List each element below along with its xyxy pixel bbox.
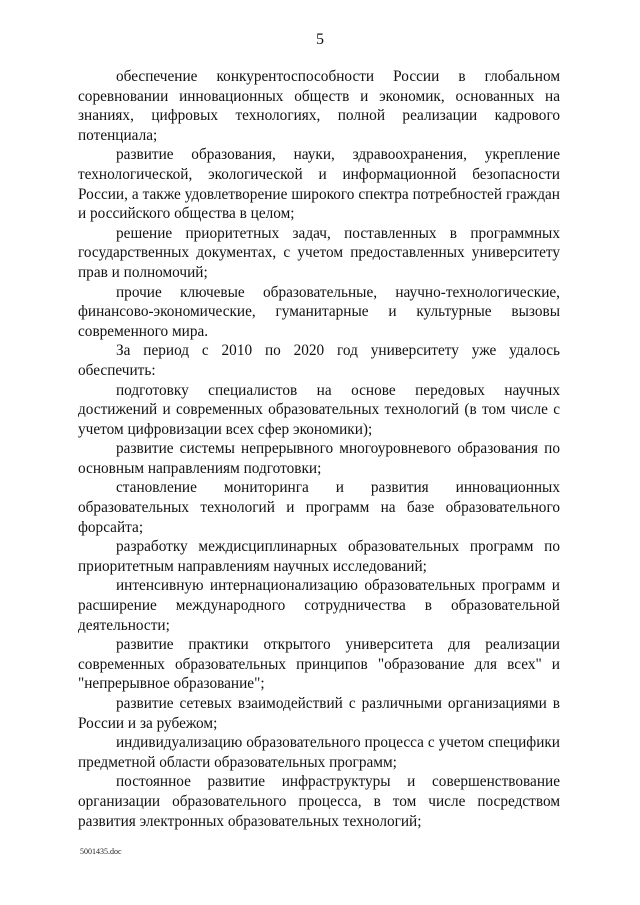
paragraph-competitiveness: обеспечение конкурентоспособности России в глобальном соревновании инновационных обществ и экономик, основанных на знаниях, цифровых технологиях, полной реализации кадрового потенциала; xyxy=(78,68,560,144)
paragraph-internationalization: интенсивную интернационализацию образовательных программ и расширение международного сотрудничества в образовательной деятельности; xyxy=(78,577,560,634)
paragraph-interdisciplinary: разработку междисциплинарных образовательных программ по приоритетным направлениям научных исследований; xyxy=(78,538,560,575)
paragraph-network: развитие сетевых взаимодействий с различными организациями в России и за рубежом; xyxy=(78,695,560,732)
paragraph-continuous-education: развитие системы непрерывного многоуровневого образования по основным направлениям подготовки; xyxy=(78,440,560,477)
paragraph-individualization: индивидуализацию образовательного процесса с учетом специфики предметной области образовательных программ; xyxy=(78,734,560,771)
footer-filename: 5001435.doc xyxy=(80,847,122,856)
paragraph-monitoring: становление мониторинга и развития инновационных образовательных технологий и программ на базе образовательного форсайта; xyxy=(78,479,560,536)
page-number: 5 xyxy=(316,31,324,48)
document-body xyxy=(78,67,560,831)
paragraph-specialist-training: подготовку специалистов на основе передовых научных достижений и современных образовательных технологий (в том числе с учетом цифровизации всех сфер экономики); xyxy=(78,381,560,438)
paragraph-development-education: развитие образования, науки, здравоохранения, укрепление технологической, экологической и информационной безопасности России, а также удовлетворение широкого спектра потребностей граждан и российского общества в целом; xyxy=(78,146,560,223)
paragraph-priority-tasks: решение приоритетных задач, поставленных в программных государственных документах, с учетом предоставленных университету прав и полномочий; xyxy=(78,224,560,281)
paragraph-period-intro: За период с 2010 по 2020 год университету уже удалось обеспечить: xyxy=(78,342,560,379)
paragraph-open-university: развитие практики открытого университета для реализации современных образовательных принципов "образование для всех" и "непрерывное образование"; xyxy=(78,636,560,693)
paragraph-other-challenges: прочие ключевые образовательные, научно-технологические, финансово-экономические, гуманитарные и культурные вызовы современного мира. xyxy=(78,283,560,340)
paragraph-infrastructure: постоянное развитие инфраструктуры и совершенствование организации образовательного процесса, в том числе посредством развития электронных образовательных технологий; xyxy=(78,773,560,830)
